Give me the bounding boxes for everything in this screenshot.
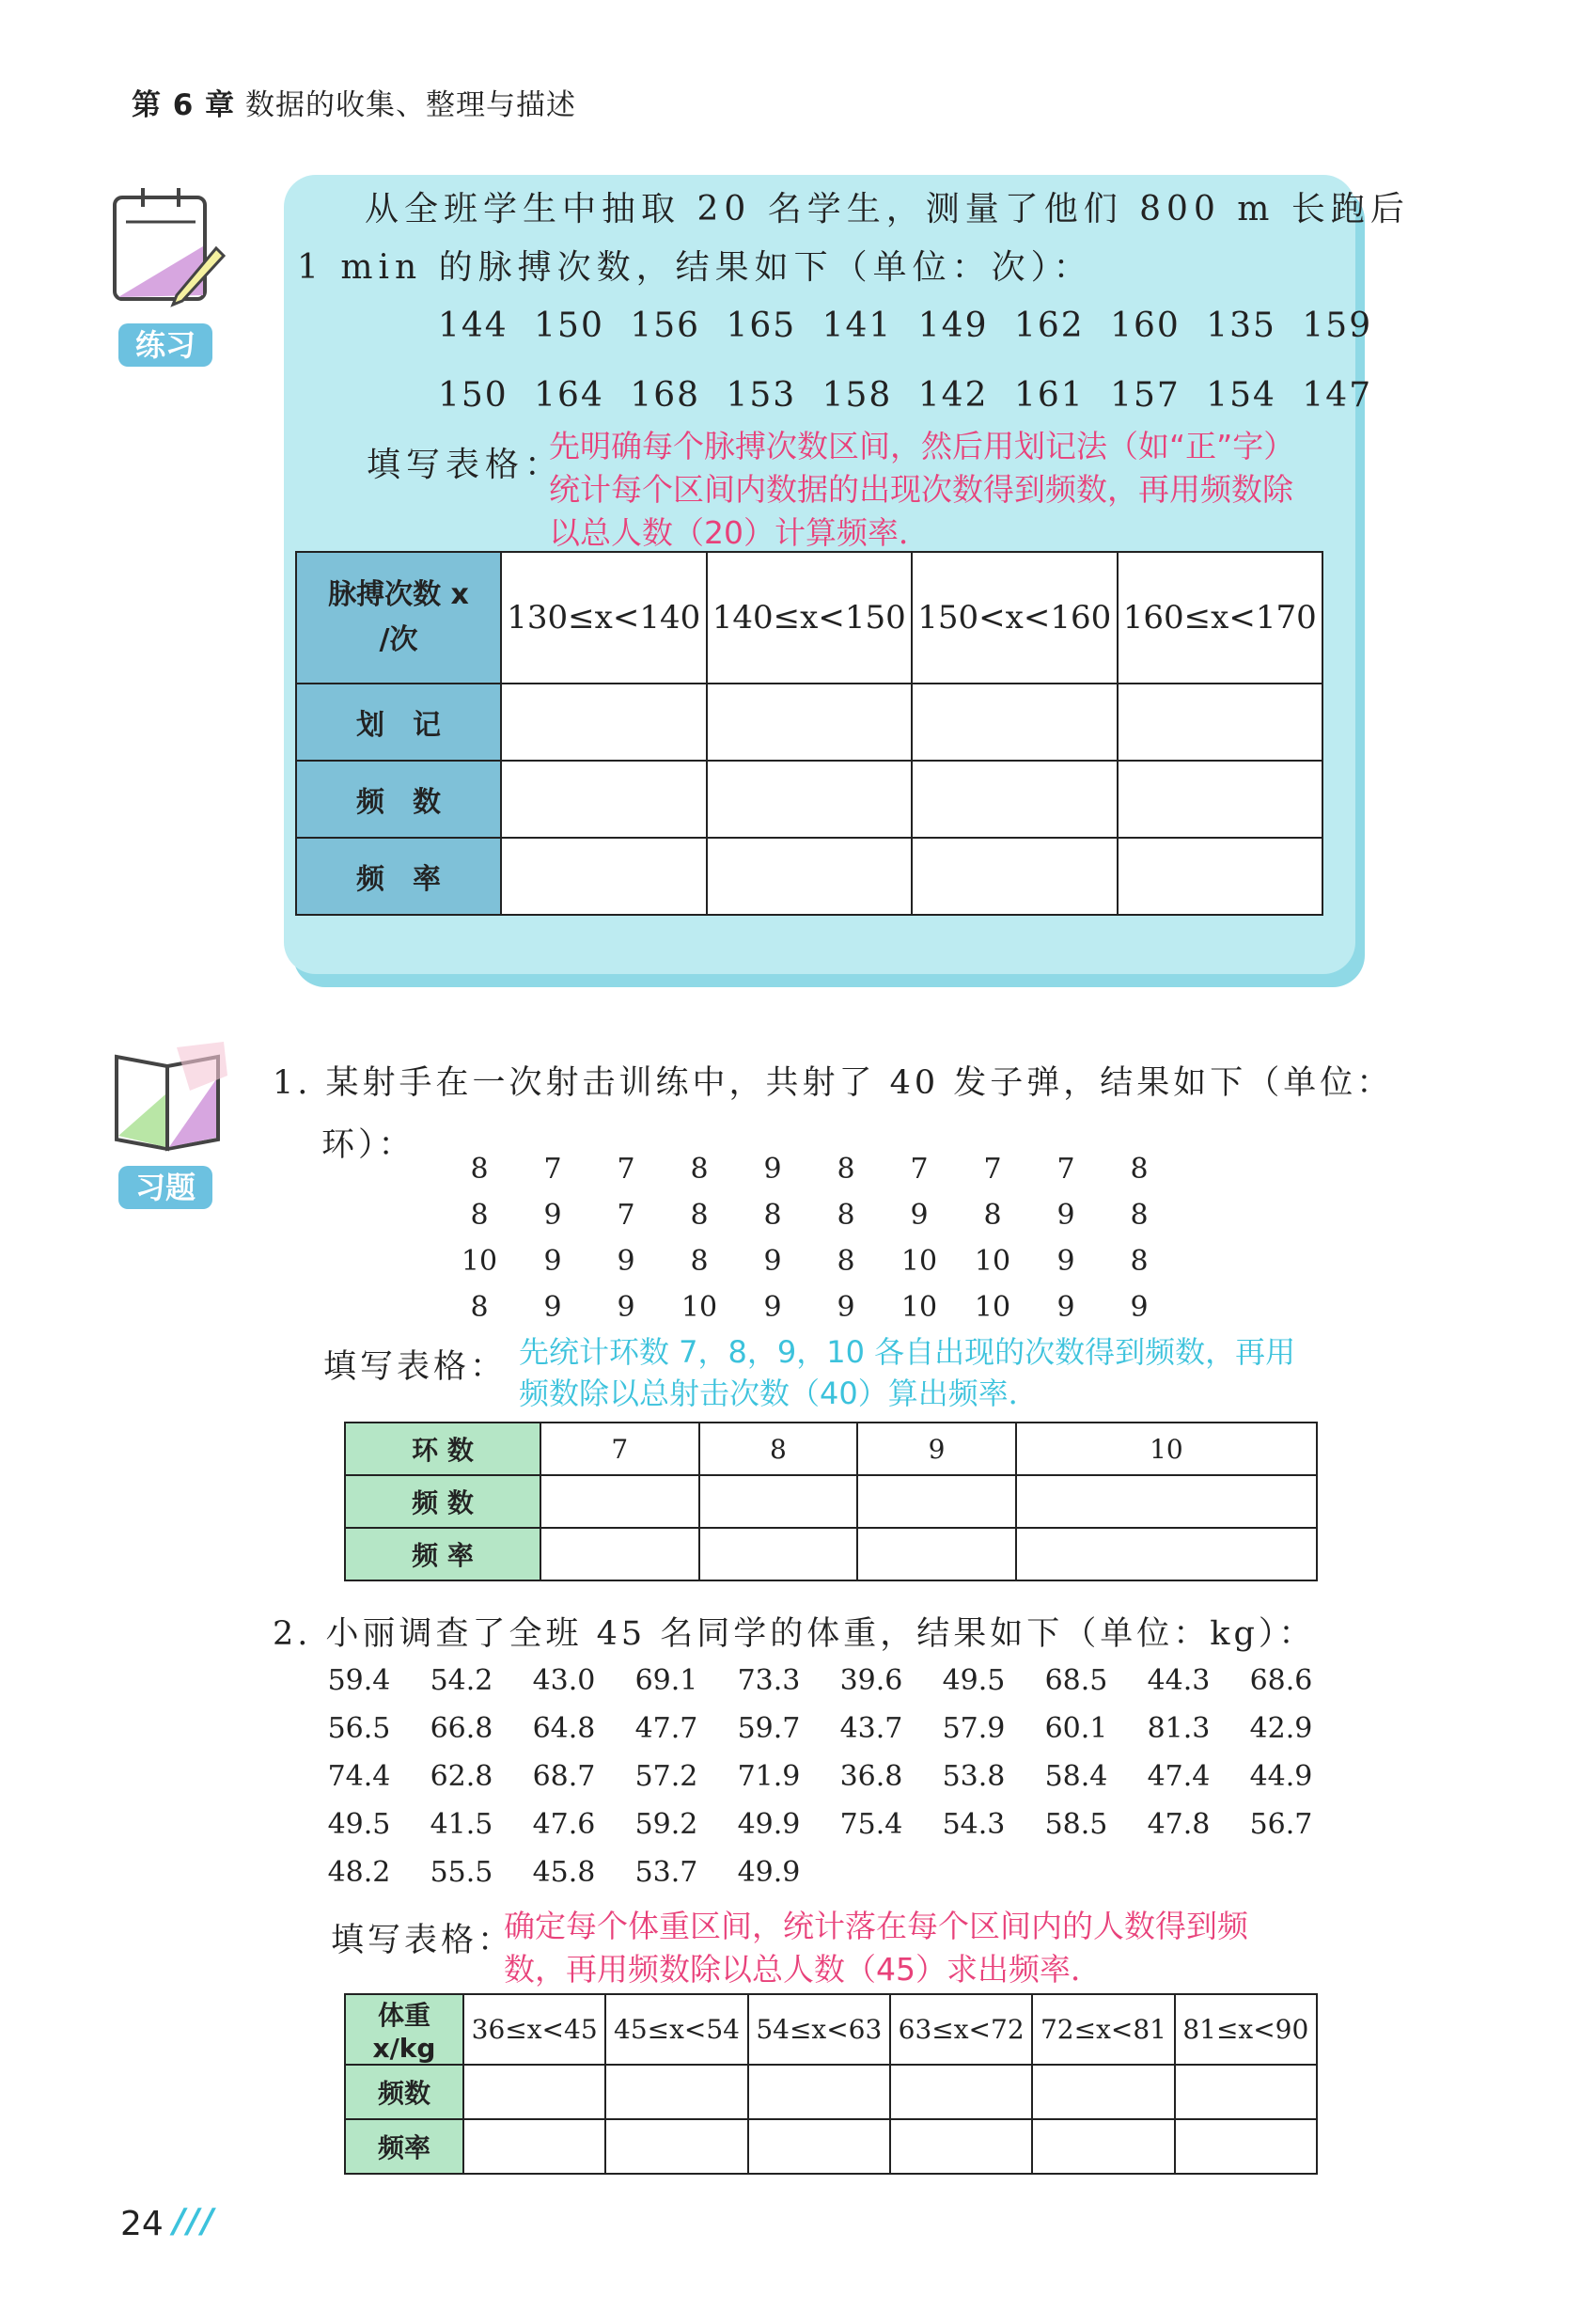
practice-line2: 1 min 的脉搏次数，结果如下（单位：次）： <box>297 248 1093 287</box>
data-value: 10 <box>681 1291 718 1324</box>
data-value: 7 <box>983 1153 1002 1186</box>
shooting-table-cell <box>857 1475 1016 1528</box>
data-value: 58.4 <box>1044 1760 1108 1793</box>
shooting-table-col-header: 10 <box>1016 1423 1317 1475</box>
data-value: 7 <box>1056 1153 1075 1186</box>
pulse-table-cell <box>1118 684 1323 761</box>
data-value: 9 <box>910 1199 929 1232</box>
pulse-table-cell <box>912 838 1118 915</box>
pulse-table-col-header: 140≤x<150 <box>707 552 913 684</box>
q2-hint-line: 确定每个体重区间，统计落在每个区间内的人数得到频 <box>504 1908 1248 1944</box>
practice-data-row2: 150 164 168 153 158 142 161 157 154 147 <box>438 376 1373 415</box>
data-value: 8 <box>763 1199 782 1232</box>
data-value: 7 <box>543 1153 562 1186</box>
weight-table-cell <box>1032 2119 1174 2174</box>
data-value: 44.3 <box>1147 1664 1211 1697</box>
data-value: 41.5 <box>430 1808 493 1841</box>
data-value: 8 <box>1130 1199 1149 1232</box>
data-value: 7 <box>617 1199 635 1232</box>
data-value: 71.9 <box>737 1760 801 1793</box>
data-value: 57.2 <box>634 1760 698 1793</box>
data-value: 43.0 <box>532 1664 596 1697</box>
data-value: 59.4 <box>327 1664 391 1697</box>
data-value: 7 <box>617 1153 635 1186</box>
data-value: 49.5 <box>942 1664 1006 1697</box>
pulse-table-header-line1: 脉搏次数 x <box>328 578 469 611</box>
page-number: 24 <box>120 2205 164 2243</box>
weight-table-cell <box>1032 2065 1174 2119</box>
q2-hint-line: 数，再用频数除以总人数（45）求出频率． <box>504 1951 1102 1988</box>
practice-badge: 练习 <box>118 323 212 367</box>
practice-hint-line: 以总人数（20）计算频率． <box>549 514 930 551</box>
shooting-table-cell <box>540 1528 699 1580</box>
data-value: 9 <box>763 1153 782 1186</box>
data-value: 47.4 <box>1147 1760 1211 1793</box>
weight-table-cell <box>890 2065 1032 2119</box>
shooting-table-cell <box>857 1528 1016 1580</box>
shooting-table-row-header: 频 率 <box>345 1528 540 1580</box>
data-value: 10 <box>974 1291 1011 1324</box>
chapter-number: 第 6 章 <box>132 88 236 122</box>
data-value: 9 <box>1056 1199 1075 1232</box>
data-value: 9 <box>763 1245 782 1278</box>
data-value: 73.3 <box>737 1664 801 1697</box>
data-value: 47.6 <box>532 1808 596 1841</box>
q1-hint-line: 频数除以总射击次数（40）算出频率． <box>519 1376 1039 1411</box>
data-value: 58.5 <box>1044 1808 1108 1841</box>
data-value: 54.2 <box>430 1664 493 1697</box>
data-value: 44.9 <box>1249 1760 1313 1793</box>
data-value: 9 <box>617 1245 635 1278</box>
pulse-table-row-header: 划 记 <box>296 684 501 761</box>
weight-table-col-header: 36≤x<45 <box>463 1994 605 2065</box>
data-value: 62.8 <box>430 1760 493 1793</box>
data-value: 9 <box>543 1245 562 1278</box>
data-value: 55.5 <box>430 1856 493 1889</box>
shooting-table-cell <box>1016 1528 1317 1580</box>
weight-table-cell <box>748 2065 890 2119</box>
data-value: 36.8 <box>839 1760 903 1793</box>
data-value: 9 <box>763 1291 782 1324</box>
q2-hint <box>504 1905 1248 1991</box>
q1-line2: 环）： <box>321 1126 415 1164</box>
shooting-table-row-header: 频 数 <box>345 1475 540 1528</box>
data-value: 9 <box>837 1291 855 1324</box>
shooting-table-cell <box>699 1528 858 1580</box>
chapter-title: 数据的收集、整理与描述 <box>245 88 577 122</box>
weight-table-col-header: 54≤x<63 <box>748 1994 890 2065</box>
data-value: 8 <box>837 1153 855 1186</box>
data-value: 60.1 <box>1044 1712 1108 1745</box>
practice-hint-line: 统计每个区间内数据的出现次数得到频数，再用频数除 <box>549 471 1293 508</box>
data-value: 10 <box>900 1291 938 1324</box>
weight-table-cell <box>605 2119 747 2174</box>
data-value: 68.7 <box>532 1760 596 1793</box>
exercise-book-icon <box>107 1038 239 1160</box>
data-value: 43.7 <box>839 1712 903 1745</box>
pulse-table-cell <box>707 838 913 915</box>
data-value: 9 <box>617 1291 635 1324</box>
pulse-table-cell <box>707 761 913 838</box>
shooting-table-col-header: 9 <box>857 1423 1016 1475</box>
pulse-table-col-header: 150<x<160 <box>912 552 1118 684</box>
data-value: 59.7 <box>737 1712 801 1745</box>
data-value: 56.5 <box>327 1712 391 1745</box>
data-value: 47.8 <box>1147 1808 1211 1841</box>
page-decoration: /// <box>173 2202 216 2240</box>
data-value: 9 <box>543 1291 562 1324</box>
data-value: 8 <box>470 1153 489 1186</box>
data-value: 68.6 <box>1249 1664 1313 1697</box>
practice-notebook-icon <box>105 184 237 316</box>
shooting-table-cell <box>1016 1475 1317 1528</box>
shooting-table-col-header: 8 <box>699 1423 858 1475</box>
data-value: 9 <box>1056 1291 1075 1324</box>
data-value: 8 <box>470 1199 489 1232</box>
practice-hint <box>549 425 1294 555</box>
data-value: 9 <box>543 1199 562 1232</box>
data-value: 45.8 <box>532 1856 596 1889</box>
data-value: 53.8 <box>942 1760 1006 1793</box>
data-value: 74.4 <box>327 1760 391 1793</box>
data-value: 39.6 <box>839 1664 903 1697</box>
shooting-frequency-table <box>344 1422 1318 1581</box>
q1-data-grid <box>442 1153 1175 1341</box>
data-value: 42.9 <box>1249 1712 1313 1745</box>
data-value: 47.7 <box>634 1712 698 1745</box>
q1-hint-line: 先统计环数 7，8，9，10 各自出现的次数得到频数，再用 <box>519 1334 1296 1370</box>
q2-data-grid <box>321 1664 1355 1918</box>
data-value: 81.3 <box>1147 1712 1211 1745</box>
pulse-table-header <box>296 552 501 684</box>
shooting-table-row-header: 环 数 <box>345 1423 540 1475</box>
pulse-table-cell <box>501 761 707 838</box>
weight-table-cell <box>1175 2119 1317 2174</box>
data-value: 59.2 <box>634 1808 698 1841</box>
data-value: 8 <box>470 1291 489 1324</box>
q2-line1: 2. 小丽调查了全班 45 名同学的体重，结果如下（单位：kg）： <box>273 1615 1316 1653</box>
data-value: 9 <box>1056 1245 1075 1278</box>
data-value: 8 <box>1130 1245 1149 1278</box>
weight-frequency-table <box>344 1993 1318 2175</box>
weight-table-row-header: 频数 <box>345 2065 463 2119</box>
pulse-table-cell <box>912 761 1118 838</box>
data-value: 54.3 <box>942 1808 1006 1841</box>
weight-table-cell <box>890 2119 1032 2174</box>
data-value: 69.1 <box>634 1664 698 1697</box>
q2-fill-label: 填写表格： <box>331 1922 515 1959</box>
data-value: 53.7 <box>634 1856 698 1889</box>
pulse-table-cell <box>1118 838 1323 915</box>
weight-table-cell <box>463 2065 605 2119</box>
pulse-table-row-header: 频 数 <box>296 761 501 838</box>
data-value: 64.8 <box>532 1712 596 1745</box>
weight-table-cell <box>748 2119 890 2174</box>
data-value: 8 <box>1130 1153 1149 1186</box>
exercise-badge: 习题 <box>118 1166 212 1209</box>
practice-line1: 从全班学生中抽取 20 名学生，测量了他们 800 m 长跑后 <box>365 190 1410 228</box>
data-value: 8 <box>983 1199 1002 1232</box>
weight-table-col-header: 45≤x<54 <box>605 1994 747 2065</box>
weight-table-col-header: 81≤x<90 <box>1175 1994 1317 2065</box>
data-value: 75.4 <box>839 1808 903 1841</box>
pulse-table-header-line2: /次 <box>379 623 418 656</box>
shooting-table-cell <box>540 1475 699 1528</box>
data-value: 10 <box>974 1245 1011 1278</box>
pulse-frequency-table <box>295 551 1323 916</box>
q1-hint <box>519 1331 1295 1414</box>
data-value: 56.7 <box>1249 1808 1313 1841</box>
pulse-table-cell <box>501 838 707 915</box>
data-value: 8 <box>837 1245 855 1278</box>
data-value: 8 <box>690 1153 709 1186</box>
data-value: 10 <box>461 1245 498 1278</box>
shooting-table-cell <box>699 1475 858 1528</box>
practice-hint-line: 先明确每个脉搏次数区间，然后用划记法（如“正”字） <box>549 428 1295 464</box>
weight-table-col-header: 72≤x<81 <box>1032 1994 1174 2065</box>
practice-data-row1: 144 150 156 165 141 149 162 160 135 159 <box>438 307 1373 345</box>
q1-line1: 1. 某射手在一次射击训练中，共射了 40 发子弹，结果如下（单位： <box>273 1064 1394 1102</box>
data-value: 9 <box>1130 1291 1149 1324</box>
data-value: 48.2 <box>327 1856 391 1889</box>
pulse-table-cell <box>912 684 1118 761</box>
data-value: 66.8 <box>430 1712 493 1745</box>
data-value: 68.5 <box>1044 1664 1108 1697</box>
data-value: 49.9 <box>737 1856 801 1889</box>
weight-table-cell <box>463 2119 605 2174</box>
pulse-table-cell <box>1118 761 1323 838</box>
data-value: 57.9 <box>942 1712 1006 1745</box>
chapter-header <box>132 81 576 123</box>
weight-table-row-header: 频率 <box>345 2119 463 2174</box>
data-value: 49.9 <box>737 1808 801 1841</box>
data-value: 8 <box>837 1199 855 1232</box>
pulse-table-cell <box>501 684 707 761</box>
data-value: 8 <box>690 1245 709 1278</box>
data-value: 7 <box>910 1153 929 1186</box>
pulse-table-col-header: 160≤x<170 <box>1118 552 1323 684</box>
pulse-table-row-header: 频 率 <box>296 838 501 915</box>
pulse-table-col-header: 130≤x<140 <box>501 552 707 684</box>
pulse-table-cell <box>707 684 913 761</box>
data-value: 10 <box>900 1245 938 1278</box>
data-value: 8 <box>690 1199 709 1232</box>
data-value: 49.5 <box>327 1808 391 1841</box>
weight-table-col-header: 63≤x<72 <box>890 1994 1032 2065</box>
weight-table-cell <box>1175 2065 1317 2119</box>
weight-table-cell <box>605 2065 747 2119</box>
q1-fill-label: 填写表格： <box>323 1348 508 1386</box>
weight-table-header: 体重 x/kg <box>345 1994 463 2065</box>
practice-fill-label: 填写表格： <box>367 446 565 484</box>
shooting-table-col-header: 7 <box>540 1423 699 1475</box>
